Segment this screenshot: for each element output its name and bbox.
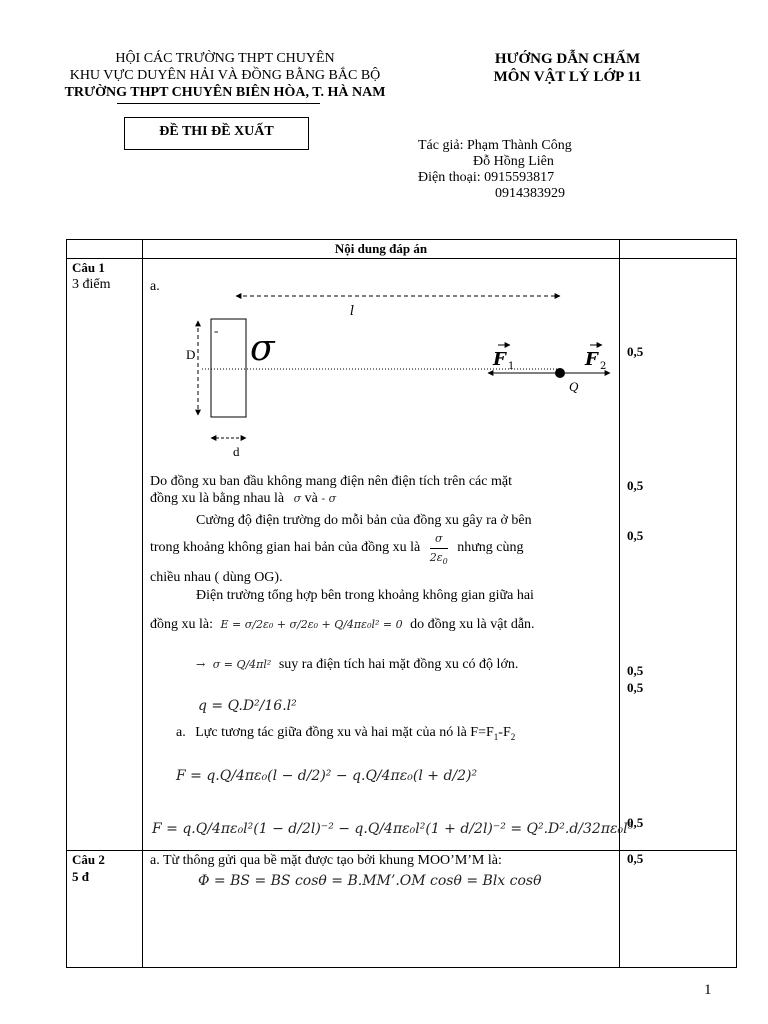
force-equation-1: F = q.Q/4πε₀(l − d/2)² − q.Q/4πε₀(l + d/2)² (176, 768, 478, 784)
q1-p2-line2 (150, 530, 524, 567)
q2-line1: a. Từ thông gửi qua bề mặt được tạo bởi khung MOO’M’M là: (150, 853, 502, 868)
q1-points: 3 điểm (72, 277, 111, 292)
length-label: l (350, 304, 355, 319)
page-number: 1 (704, 982, 712, 998)
q1-p2-line3: chiều nhau ( dùng OG). (150, 570, 283, 585)
q1-p3-line1: Điện trường tổng hợp bên trong khoảng không gian giữa hai (196, 588, 534, 603)
phone-label: Điện thoại: 0915593817 (418, 170, 555, 185)
thickness-label: d (233, 444, 240, 459)
coin-minus: - (214, 323, 219, 338)
score-2: 0,5 (627, 478, 644, 493)
sigma-equation: σ = Q/4πl² (212, 658, 272, 671)
force-equation-2: F = q.Q/4πε₀l²(1 − d/2l)⁻² − q.Q/4πε₀l²(1 + d/2l)⁻² = Q².D².d/32πε₀l⁵ (152, 821, 634, 837)
f2-sub: 2 (600, 361, 607, 372)
org-line2: KHU VỰC DUYÊN HẢI VÀ ĐỒNG BẰNG BẮC BỘ (69, 68, 381, 83)
table-col-line-1 (142, 239, 143, 968)
score-7: 0,5 (627, 851, 644, 866)
guide-header (455, 50, 680, 86)
score-4: 0,5 (627, 663, 644, 678)
q1-p2-line1: Cường độ điện trường do mỗi bản của đồng xu gây ra ở bên (196, 513, 532, 528)
field-frac-den-main: 2ε (429, 551, 443, 564)
flux-equation: Φ = BS = BS cosθ = B.MM’.OM cosθ = Blx cosθ (198, 873, 542, 889)
field-frac-num: σ (430, 530, 448, 549)
org-line3: TRƯỜNG THPT CHUYÊN BIÊN HÒA, T. HÀ NAM (64, 85, 386, 100)
field-fraction (430, 530, 448, 571)
charge-point (555, 368, 565, 378)
author-label: Tác giả: Phạm Thành Công (418, 138, 572, 153)
f2-label: F (585, 349, 598, 370)
total-field-equation: E = σ/2ε₀ + σ/2ε₀ + Q/4πε₀l² = 0 (220, 618, 403, 631)
and-text: và (304, 491, 318, 506)
q1-p4-line (196, 656, 518, 674)
header-underline (117, 103, 320, 104)
diameter-label: D (186, 347, 196, 362)
q1-p1-text: đồng xu là bằng nhau là (150, 491, 285, 506)
org-header (40, 50, 410, 101)
q1-p3-text-b: do đồng xu là vật dẫn. (410, 617, 535, 632)
table-header-line (66, 258, 737, 259)
phone-second: 0914383929 (495, 186, 565, 201)
q2-points: 5 đ (72, 869, 89, 884)
q1-title: Câu 1 (72, 260, 105, 275)
author-second: Đỗ Hồng Liên (473, 154, 554, 169)
q1-p4-text: suy ra điện tích hai mặt đồng xu có độ lớn. (278, 657, 519, 672)
q1-part-a-label: a. (150, 279, 160, 294)
score-1: 0,5 (627, 344, 644, 359)
score-5: 0,5 (627, 680, 644, 695)
field-frac-den (430, 549, 448, 571)
q1-p2-text-a: trong khoảng không gian hai bản của đồng xu là (150, 540, 421, 555)
q1-p2-text-b: nhưng cùng (457, 540, 524, 555)
q1-p1-line1: Do đồng xu ban đầu không mang điện nên điện tích trên các mặt (150, 474, 512, 489)
q1-p6-sub2: 2 (510, 731, 516, 742)
field-frac-den-sub: 0 (442, 557, 448, 567)
coin-figure (180, 285, 620, 465)
q1-p3-line2 (150, 616, 535, 634)
org-line1: HỘI CÁC TRƯỜNG THPT CHUYÊN (115, 51, 335, 66)
sigma-symbol: σ (293, 492, 302, 505)
q1-p6-sub1: 1 (493, 731, 499, 742)
authors-block (418, 138, 572, 202)
f1-label: F (493, 349, 506, 370)
table-header: Nội dung đáp án (334, 241, 428, 256)
charge-label: Q (569, 379, 579, 394)
q1-p6-line (176, 724, 515, 746)
score-3: 0,5 (627, 528, 644, 543)
neg-sigma-symbol: - σ (321, 492, 337, 505)
q1-p1-line2 (150, 490, 336, 508)
proposal-box: ĐỀ THI ĐỀ XUẤT (124, 117, 309, 150)
guide-line1: HƯỚNG DẪN CHẤM (494, 51, 641, 67)
f1-sub: 1 (508, 361, 515, 372)
charge-equation: q = Q.D²/16.l² (198, 698, 297, 714)
q1-p6-label: a. (176, 725, 186, 740)
arrow-symbol: → (196, 658, 206, 671)
guide-line2: MÔN VẬT LÝ LỚP 11 (493, 69, 642, 85)
q1-p6-mid: -F (498, 725, 511, 740)
q2-title: Câu 2 (72, 852, 105, 867)
q1-p6-text: Lực tương tác giữa đồng xu và hai mặt của nó là F=F (195, 725, 494, 740)
q1-p3-text-a: đồng xu là: (150, 617, 213, 632)
score-6: 0,5 (627, 815, 644, 830)
sigma-label: σ (250, 328, 275, 369)
